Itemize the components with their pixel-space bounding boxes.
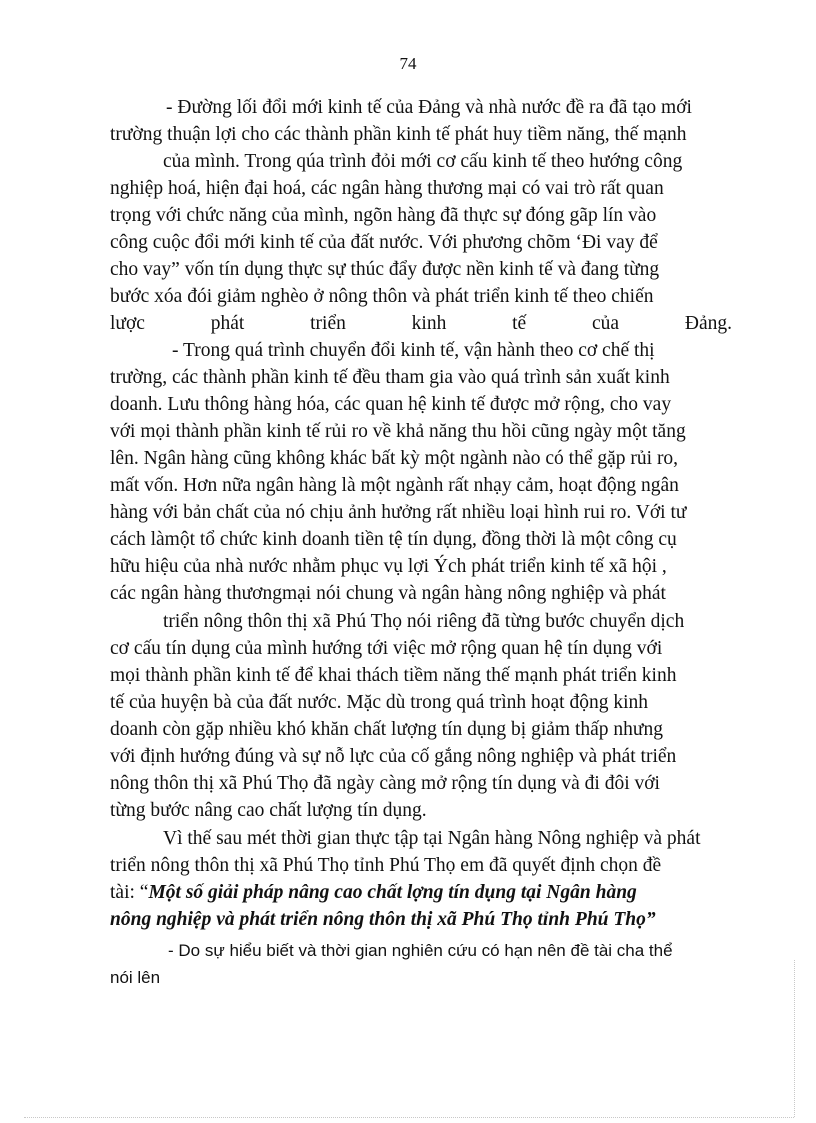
thesis-title-part1: Một số giải pháp nâng cao chất lợng tín dụng tại Ngân hàng <box>148 882 637 903</box>
text-line: bước xóa đói giảm nghèo ở nông thôn và phát triển kinh tế theo chiến <box>110 286 654 307</box>
text-line: trọng với chức năng của mình, ngõn hàng đã thực sự đóng gãp lín vào <box>110 205 657 226</box>
margin-guide <box>794 960 795 1117</box>
thesis-title-line <box>110 880 637 906</box>
text-line: cho vay” vốn tín dụng thực sự thúc đẩy được nền kinh tế và đang từng <box>110 259 660 280</box>
text-line: hàng với bản chất của nó chịu ảnh hưởng rất nhiều loại hình rui ro. Với tư <box>110 502 687 523</box>
text-line: nghiệp hoá, hiện đại hoá, các ngân hàng thương mại có vai trò rất quan <box>110 178 664 199</box>
page-bottom-rule <box>24 1117 794 1118</box>
text-line: từng bước nâng cao chất lượng tín dụng. <box>110 800 427 821</box>
closing-line-2: nói lên <box>110 968 161 987</box>
page-number: 74 <box>399 54 417 73</box>
title-prefix: tài: “ <box>110 882 149 903</box>
thesis-title-part2: nông nghiệp và phát triển nông thôn thị xã Phú Thọ tỉnh Phú Thọ” <box>110 909 656 930</box>
text-line: trường, các thành phần kinh tế đều tham gia vào quá trình sản xuất kinh <box>110 367 670 388</box>
text-line: - Đường lối đổi mới kinh tế của Đảng và nhà nước đề ra đã tạo mới <box>166 97 692 118</box>
text-line: lên. Ngân hàng cũng không khác bất kỳ một ngành nào có thể gặp rủi ro, <box>110 448 679 469</box>
text-line: cách làmột tổ chức kinh doanh tiền tệ tín dụng, đồng thời là một công cụ <box>110 529 677 550</box>
text-line: mất vốn. Hơn nữa ngân hàng là một ngành rất nhạy cảm, hoạt động ngân <box>110 475 679 496</box>
text-line: công cuộc đổi mới kinh tế của đất nước. Với phương chõm ‘Đi vay để <box>110 232 658 253</box>
text-line: trường thuận lợi cho các thành phần kinh tế phát huy tiềm năng, thế mạnh <box>110 124 687 145</box>
text-line: hữu hiệu của nhà nước nhằm phục vụ lợi Ých phát triển kinh tế xã hội , <box>110 556 667 577</box>
text-line: doanh. Lưu thông hàng hóa, các quan hệ kinh tế được mở rộng, cho vay <box>110 394 672 415</box>
text-line: - Trong quá trình chuyển đổi kinh tế, vận hành theo cơ chế thị <box>172 340 655 361</box>
text-line: với mọi thành phần kinh tế rủi ro về khả năng thu hồi cũng ngày một tăng <box>110 421 686 442</box>
text-line: Vì thế sau mét thời gian thực tập tại Ngân hàng Nông nghiệp và phát <box>163 828 701 849</box>
text-line: mọi thành phần kinh tế để khai thách tiềm năng thế mạnh phát triển kinh <box>110 665 677 686</box>
text-line: lược phát triển kinh tế của Đảng. <box>110 313 732 334</box>
text-line: triển nông thôn thị xã Phú Thọ nói riêng đã từng bước chuyển dịch <box>163 611 685 632</box>
text-line: cơ cấu tín dụng của mình hướng tới việc mở rộng quan hệ tín dụng với <box>110 638 663 659</box>
text-line: nông thôn thị xã Phú Thọ đã ngày càng mở rộng tín dụng và đi đôi với <box>110 773 660 794</box>
text-line: với định hướng đúng và sự nỗ lực của cố gắng nông nghiệp và phát triển <box>110 746 677 767</box>
text-line: tế của huyện bà của đất nước. Mặc dù trong quá trình hoạt động kinh <box>110 692 649 713</box>
text-line: triển nông thôn thị xã Phú Thọ tỉnh Phú Thọ em đã quyết định chọn đề <box>110 855 662 876</box>
text-line: của mình. Trong qúa trình đỏi mới cơ cấu kinh tế theo hướng công <box>163 151 683 172</box>
text-line: doanh còn gặp nhiều khó khăn chất lượng tín dụng bị giảm thấp nhưng <box>110 719 663 740</box>
closing-line-1: - Do sự hiểu biết và thời gian nghiên cứu có hạn nên đề tài cha thể <box>168 941 673 960</box>
text-line: các ngân hàng thươngmại nói chung và ngân hàng nông nghiệp và phát <box>110 583 666 604</box>
